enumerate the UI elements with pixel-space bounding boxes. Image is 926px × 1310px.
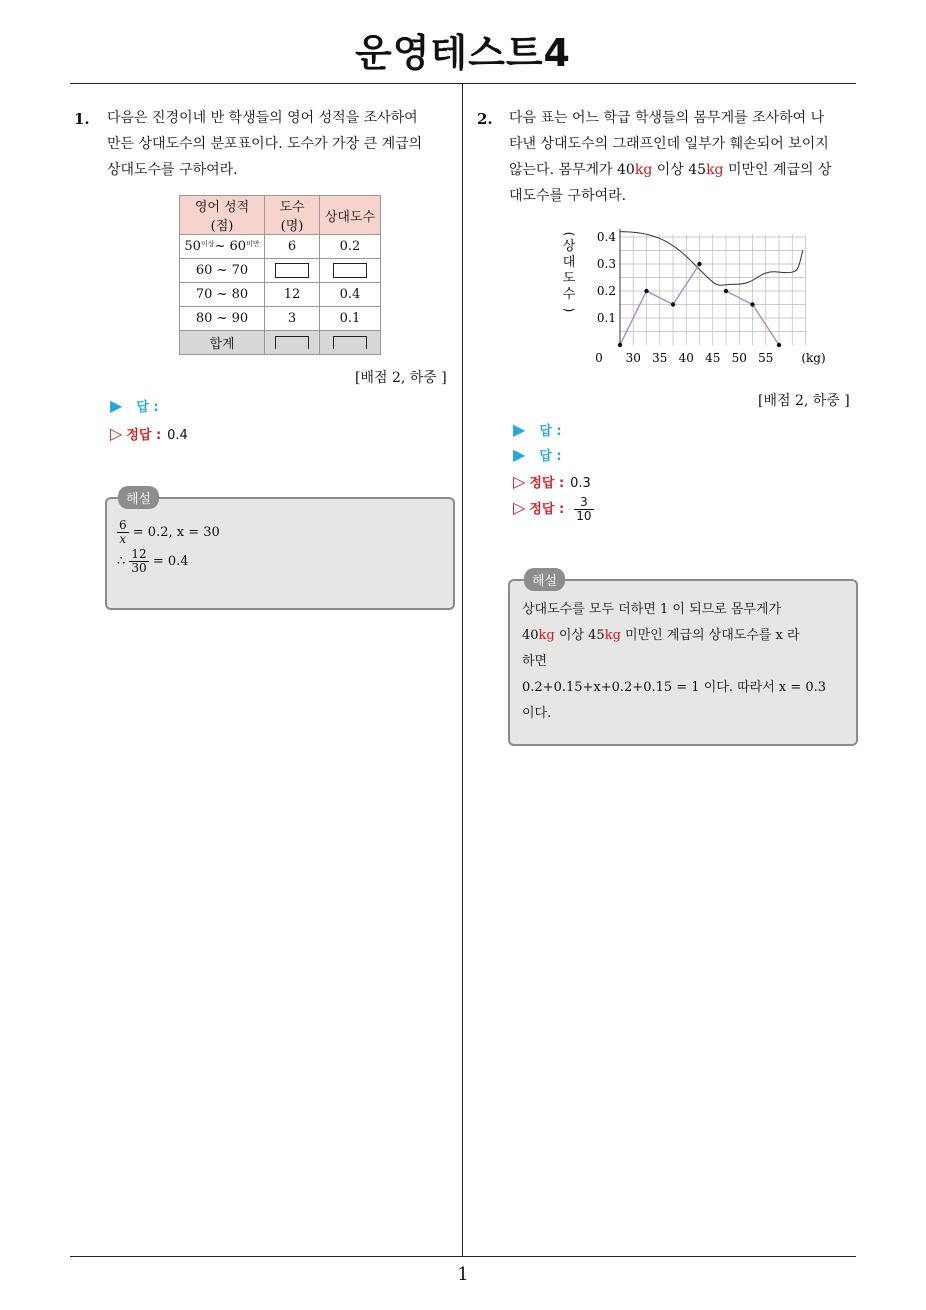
table-cell: 6 (265, 235, 320, 259)
table-cell: 60 ~ 70 (180, 259, 265, 283)
expl-line: 하면 (522, 654, 548, 669)
blank-box (275, 263, 309, 278)
q2-answer-row (513, 445, 562, 464)
y-label-paren: ) (562, 307, 576, 313)
data-point (644, 289, 648, 293)
play-outline-icon: ▷ (513, 472, 526, 491)
correct-value: 0.3 (570, 476, 591, 491)
q1-explanation-tag: 해설 (118, 486, 159, 509)
bottom-rule (70, 1256, 856, 1257)
top-rule (70, 83, 856, 84)
table-cell: 합계 (180, 331, 265, 355)
y-label-char: 수 (562, 287, 576, 302)
table-cell (320, 259, 381, 283)
y-tick-label: 0.2 (596, 284, 616, 298)
q2-correct-row (513, 496, 594, 523)
table-row (180, 307, 381, 331)
denominator: 30 (131, 561, 147, 575)
q2-line: 대도수를 구하여라. (509, 188, 627, 204)
fraction (117, 519, 129, 546)
q2-line: 다음 표는 어느 학급 학생들의 몸무게를 조사하여 나 (509, 110, 825, 126)
table-cell: 0.4 (320, 283, 381, 307)
q2-text (509, 105, 857, 209)
y-label-char: 대 (562, 255, 576, 270)
y-label-paren: ( (562, 231, 576, 237)
play-outline-icon: ▷ (110, 424, 123, 443)
table-cell: 3 (265, 307, 320, 331)
table-row (180, 283, 381, 307)
data-point (618, 343, 622, 347)
q1-text (107, 105, 455, 183)
x-tick-label: 55 (758, 351, 774, 365)
table-cell (265, 259, 320, 283)
text: 이상 45 (652, 162, 707, 178)
correct-label: 정답 : (529, 502, 565, 517)
table-cell: 12 (265, 283, 320, 307)
q2-line (509, 157, 857, 183)
play-outline-icon: ▷ (513, 498, 526, 517)
fraction (129, 548, 148, 575)
x-tick-label: 45 (705, 351, 721, 365)
fraction (574, 496, 593, 523)
table-cell: 80 ~ 90 (180, 307, 265, 331)
frequency-table (179, 195, 381, 355)
q1-correct-row (110, 424, 188, 443)
sup-low: 이상 (200, 240, 215, 248)
table-row (180, 235, 381, 259)
answer-label: 답 : (539, 449, 562, 464)
answer-label: 답 : (136, 400, 159, 415)
x-tick-label: 35 (652, 351, 668, 365)
q1-line: 상대도수를 구하여라. (107, 162, 238, 178)
q2-line: 타낸 상대도수의 그래프인데 일부가 훼손되어 보이지 (509, 136, 829, 152)
sup-high: 미만 (246, 240, 260, 248)
text: 이상 45 (554, 628, 605, 643)
x-tick-label: 30 (625, 351, 641, 365)
table-cell: 0.2 (320, 235, 381, 259)
denominator: 10 (576, 509, 592, 523)
data-point (697, 262, 701, 266)
x-tick-label: 50 (731, 351, 747, 365)
q2-correct-row (513, 472, 591, 491)
play-icon: ▶ (513, 445, 526, 464)
page-number: 1 (457, 1264, 469, 1285)
text: 미만인 계급의 상 (723, 162, 832, 178)
data-point (750, 302, 754, 306)
blank-box (333, 263, 367, 278)
expl-line: 이다. (522, 706, 552, 721)
q2-explanation-tag: 해설 (524, 568, 565, 591)
expl-line (117, 548, 220, 575)
y-tick-label: 0.1 (596, 311, 616, 325)
expl-line: 상대도수를 모두 더하면 1 이 되므로 몸무게가 (522, 602, 782, 617)
table-sum-row (180, 331, 381, 355)
q2-score: [배점 2, 하중 ] (758, 393, 850, 409)
unit-kg: kg (604, 628, 621, 643)
page-title: 운영테스트4 (355, 31, 571, 75)
data-point (671, 302, 675, 306)
text: 않는다. 몸무게가 40 (509, 162, 635, 178)
y-label-char: 도 (562, 271, 576, 286)
unit-kg: kg (706, 162, 724, 178)
q2-explanation (522, 597, 846, 727)
numerator: 6 (119, 518, 127, 532)
answer-label: 답 : (539, 424, 562, 439)
y-tick-label: 0.4 (596, 230, 616, 244)
table-cell: 70 ~ 80 (180, 283, 265, 307)
blank-box (275, 336, 309, 349)
play-icon: ▶ (513, 420, 526, 439)
numerator: 3 (574, 496, 593, 510)
table-header: 상대도수 (320, 196, 381, 235)
blank-box (333, 336, 367, 349)
data-point (724, 289, 728, 293)
q1-line: 다음은 진경이네 반 학생들의 영어 성적을 조사하여 (107, 110, 418, 126)
text: 미만인 계급의 상대도수를 x 라 (620, 628, 800, 643)
table-header: 영어 성적(점) (180, 196, 265, 235)
q1-number: 1. (74, 110, 90, 128)
correct-value: 0.4 (167, 428, 188, 443)
y-label-char: 상 (562, 239, 576, 254)
table-header: 도수(명) (265, 196, 320, 235)
text: 40 (522, 628, 539, 643)
numerator: 12 (131, 547, 147, 561)
data-point (777, 343, 781, 347)
correct-label: 정답 : (126, 428, 162, 443)
correct-label: 정답 : (529, 476, 565, 491)
q1-answer-row (110, 396, 159, 415)
q1-line: 만든 상대도수의 분포표이다. 도수가 가장 큰 계급의 (107, 136, 423, 152)
play-icon: ▶ (110, 396, 123, 415)
y-tick-label: 0.3 (596, 257, 616, 271)
expl-text: = 0.2, x = 30 (132, 525, 220, 540)
table-cell: 0.1 (320, 307, 381, 331)
denominator: x (119, 532, 127, 546)
q2-answer-row (513, 420, 562, 439)
q1-score: [배점 2, 하중 ] (355, 370, 447, 386)
table-row (180, 259, 381, 283)
origin-label: 0 (595, 351, 603, 365)
table-cell (265, 331, 320, 355)
unit-kg: kg (538, 628, 555, 643)
table-cell: $50^{이상}\sim$ $60^{미만}$ (180, 235, 265, 259)
column-divider (462, 83, 463, 1257)
unit-kg: kg (634, 162, 653, 178)
expl-line: 0.2+0.15+x+0.2+0.15 = 1 이다. 따라서 x = 0.3 (522, 680, 827, 695)
x-tick-label: 40 (678, 351, 694, 365)
expl-text: = 0.4 (152, 554, 189, 569)
table-cell (320, 331, 381, 355)
q2-number: 2. (477, 110, 493, 128)
expl-line (117, 519, 220, 546)
therefore: ∴ (117, 554, 126, 569)
relative-frequency-chart (548, 222, 826, 367)
expl-line (522, 623, 846, 649)
x-unit-label: (kg) (801, 351, 826, 365)
q1-explanation (117, 519, 220, 575)
